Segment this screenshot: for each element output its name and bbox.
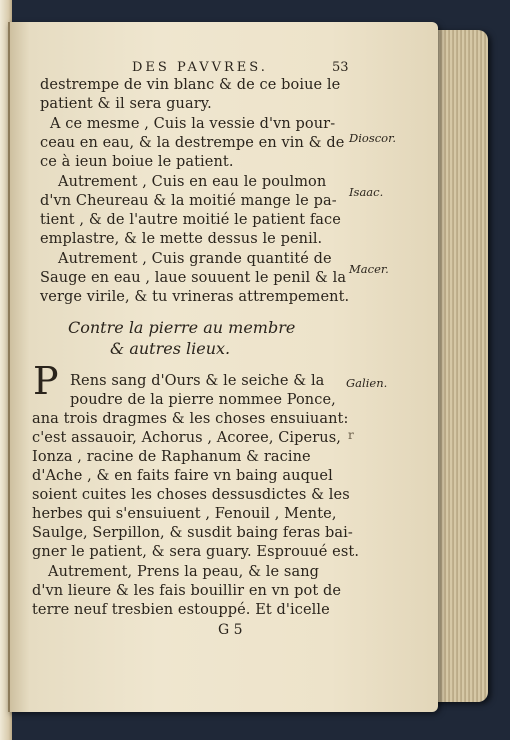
text-line: ana trois dragmes & les choses ensuiuant: [32, 411, 349, 427]
text-line: gner le patient, & sera guary. Esprouué est. [32, 544, 360, 560]
text-line: Sauge en eau , laue souuent le penil & la [40, 270, 347, 286]
text-line: poudre de la pierre nommee Ponce, [70, 392, 336, 408]
stray-mark: r [348, 428, 354, 442]
text-line: d'vn Cheureau & la moitié mange le pa- [40, 193, 337, 209]
text-line: patient & il sera guary. [40, 96, 212, 112]
text-line: ceau en eau, & la destrempe en vin & de [40, 135, 345, 151]
text-line: terre neuf tresbien estouppé. Et d'icelle [32, 602, 330, 618]
running-title: DES PAVVRES. [132, 60, 268, 75]
text-line: d'vn lieure & les fais bouillir en vn pot de [32, 583, 342, 599]
section-title: Contre la pierre au membre [68, 318, 296, 337]
text-line: verge virile, & tu vrineras attrempement. [40, 289, 350, 305]
text-line: soient cuites les choses dessusdictes & les [32, 487, 350, 503]
text-line: d'Ache , & en faits faire vn baing auquel [32, 468, 333, 484]
signature-mark: G 5 [218, 622, 243, 638]
gutter-line [8, 22, 10, 712]
text-line: Autrement , Cuis en eau le poulmon [58, 174, 327, 190]
margin-note: Dioscor. [349, 131, 396, 145]
margin-note: Macer. [349, 262, 389, 276]
text-line: Autrement, Prens la peau, & le sang [48, 564, 320, 580]
page-number: 53 [332, 60, 349, 75]
text-line: Rens sang d'Ours & le seiche & la [70, 373, 325, 389]
text-line: Saulge, Serpillon, & susdit baing feras bai- [32, 525, 353, 541]
text-line: A ce mesme , Cuis la vessie d'vn pour- [50, 116, 336, 132]
text-line: Autrement , Cuis grande quantité de [58, 251, 332, 267]
text-line: tient , & de l'autre moitié le patient face [40, 212, 341, 228]
text-line: emplastre, & le mette dessus le penil. [40, 231, 323, 247]
margin-note: Isaac. [349, 185, 384, 199]
text-line: c'est assauoir, Achorus , Acoree, Ciperus, [32, 430, 341, 446]
margin-note: Galien. [346, 376, 388, 390]
page-stack-edges [430, 30, 488, 702]
text-line: destrempe de vin blanc & de ce boiue le [40, 77, 341, 93]
drop-cap: P [33, 359, 59, 403]
text-line: ce à ieun boiue le patient. [40, 154, 234, 170]
section-subtitle: & autres lieux. [110, 339, 231, 358]
text-line: Ionza , racine de Raphanum & racine [32, 449, 311, 465]
text-line: herbes qui s'ensuiuent , Fenouil , Mente, [32, 506, 337, 522]
